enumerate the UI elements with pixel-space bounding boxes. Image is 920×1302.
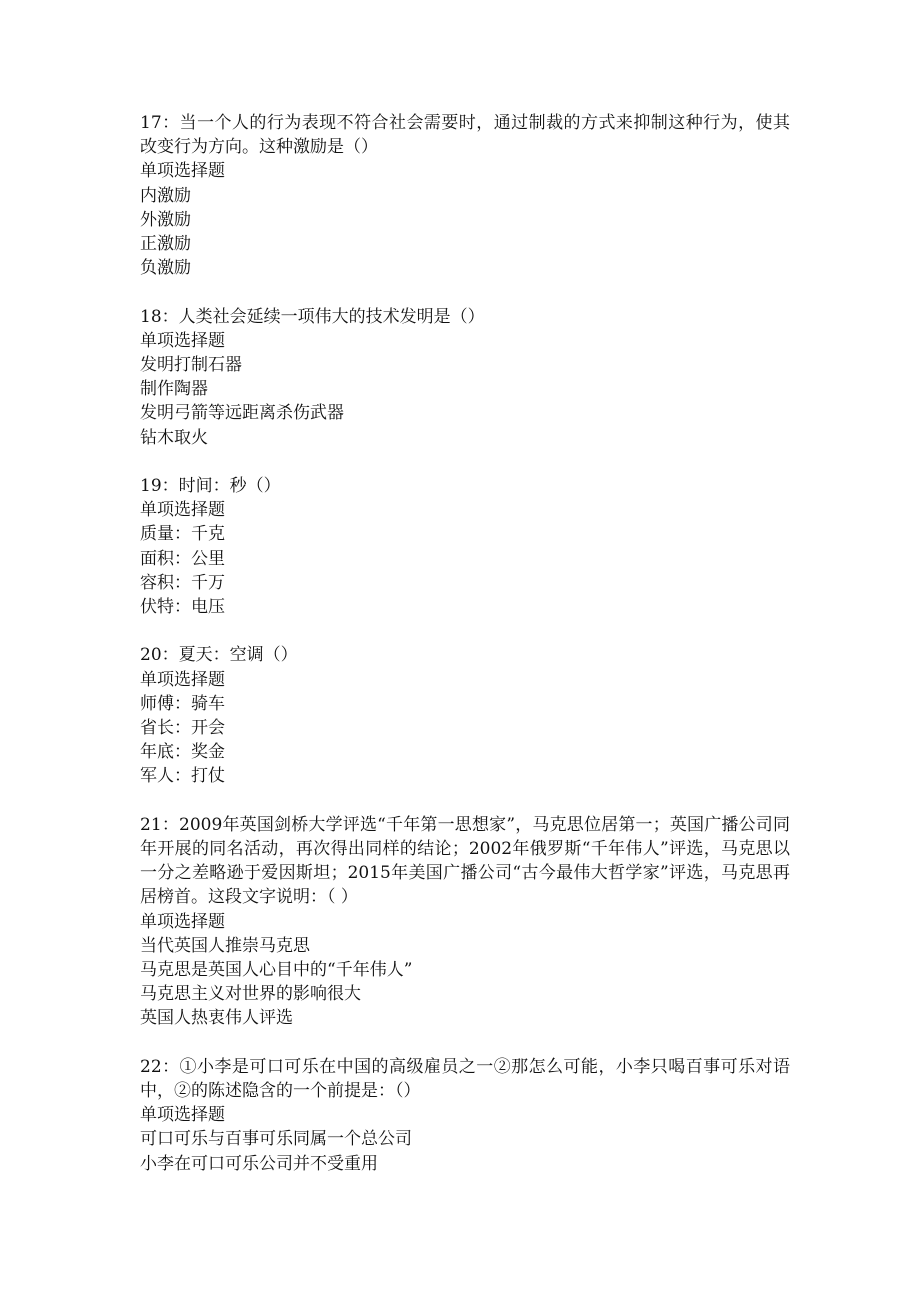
question-22 [140,1055,790,1176]
question-19 [140,474,790,619]
option-b: 面积：公里 [140,548,225,569]
option-d: 英国人热衷伟人评选 [140,1008,293,1029]
option-b: 省长：开会 [140,718,225,739]
question-text: 18：人类社会延续一项伟大的技术发明是（） [140,306,485,327]
option-a: 师傅：骑车 [140,693,225,714]
option-a: 质量：千克 [140,524,225,545]
option-d: 伏特：电压 [140,597,225,618]
option-c: 容积：千万 [140,572,225,593]
option-a: 内激励 [140,185,191,206]
option-b: 小李在可口可乐公司并不受重用 [140,1153,378,1174]
option-c: 马克思主义对世界的影响很大 [140,984,361,1005]
option-c: 发明弓箭等远距离杀伤武器 [140,403,344,424]
option-b: 马克思是英国人心目中的“千年伟人” [140,960,413,981]
question-20 [140,643,790,788]
option-b: 制作陶器 [140,379,208,400]
question-18 [140,305,790,450]
option-c: 正激励 [140,234,191,255]
option-b: 外激励 [140,209,191,230]
option-a: 当代英国人推崇马克思 [140,935,310,956]
question-type: 单项选择题 [140,330,225,351]
option-d: 负激励 [140,258,191,279]
question-type: 单项选择题 [140,669,225,690]
option-a: 可口可乐与百事可乐同属一个总公司 [140,1129,412,1150]
document-page [140,111,790,1200]
question-text: 21：2009年英国剑桥大学评选“千年第一思想家”，马克思位居第一；英国广播公司同年开展的同名活动，再次得出同样的结论；2002年俄罗斯“千年伟人”评选，马克思以一分之差略逊于爱因斯坦；2015年美国广播公司“古今最伟大哲学家”评选，马克思再居榜首。这段文字说明：（ ） [140,814,790,908]
question-text: 22：①小李是可口可乐在中国的高级雇员之一②那怎么可能，小李只喝百事可乐对语中，②的陈述隐含的一个前提是：（） [140,1056,790,1102]
option-c: 年底：奖金 [140,742,225,763]
question-type: 单项选择题 [140,1105,225,1126]
option-d: 钻木取火 [140,427,208,448]
question-type: 单项选择题 [140,161,225,182]
question-21 [140,813,790,1031]
option-a: 发明打制石器 [140,355,242,376]
question-type: 单项选择题 [140,911,225,932]
question-text: 19：时间：秒（） [140,476,281,497]
question-text: 20：夏天：空调（） [140,645,298,666]
option-d: 军人：打仗 [140,766,225,787]
question-type: 单项选择题 [140,500,225,521]
question-17 [140,111,790,280]
question-text: 17：当一个人的行为表现不符合社会需要时，通过制裁的方式来抑制这种行为，使其改变行为方向。这种激励是（） [140,113,790,158]
